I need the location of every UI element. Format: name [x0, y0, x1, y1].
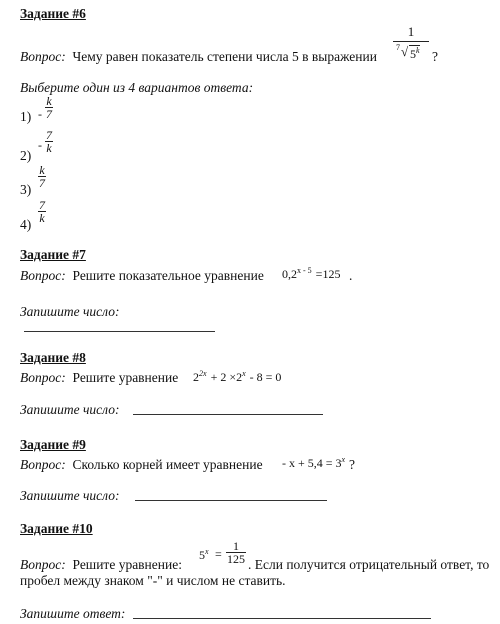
- option-fraction: $\frac{7}{k}$: [46, 128, 52, 155]
- task6-question: [20, 49, 377, 65]
- option-4[interactable]: [20, 198, 45, 233]
- option-fraction: $\frac{7}{k}$: [39, 198, 45, 225]
- task10-answer-field[interactable]: [133, 618, 431, 619]
- expr-denominator: [393, 42, 429, 62]
- radical-icon: √: [401, 44, 409, 59]
- question-text: Сколько корней имеет уравнение: [72, 457, 263, 472]
- option-2[interactable]: [20, 128, 52, 164]
- option-number: 3): [20, 182, 32, 197]
- question-label: Вопрос:: [20, 49, 66, 64]
- task10-question-line2: пробел между знаком "-" и числом не ставить.: [20, 573, 286, 588]
- task9-answer-field[interactable]: [135, 500, 327, 501]
- option-1[interactable]: [20, 94, 52, 125]
- option-sign: -: [38, 107, 42, 121]
- task8-header: Задание #8: [20, 350, 86, 365]
- task7-equation: $0,2^{x - 5} =125$: [282, 266, 341, 281]
- task9-question: [20, 457, 263, 473]
- task9-header: Задание #9: [20, 437, 86, 452]
- question-text: Решите уравнение: [72, 370, 179, 385]
- task10-header: Задание #10: [20, 521, 93, 536]
- option-fraction: $\frac{k}{7}$: [46, 94, 52, 121]
- option-number: 4): [20, 217, 32, 232]
- task9-equation-end: ?: [349, 457, 355, 472]
- task6-header: Задание #6: [20, 6, 86, 21]
- task9-answer-label: Запишите число:: [20, 488, 120, 503]
- expr-numerator: 1: [407, 24, 415, 39]
- task10-answer-label: Запишите ответ:: [20, 606, 126, 621]
- option-fraction: $\frac{k}{7}$: [39, 163, 45, 190]
- task6-question-end: ?: [432, 49, 438, 64]
- root-body: 5$^k$: [410, 46, 420, 61]
- option-3[interactable]: [20, 163, 45, 198]
- question-label: Вопрос:: [20, 370, 66, 385]
- task10-question: [20, 557, 182, 573]
- task7-header: Задание #7: [20, 247, 86, 262]
- question-label: Вопрос:: [20, 457, 66, 472]
- question-label: Вопрос:: [20, 268, 66, 283]
- question-text: Решите уравнение:: [72, 557, 182, 572]
- task7-question: [20, 268, 264, 284]
- task9-equation: - $x + 5,4 = 3^x$: [282, 455, 346, 470]
- option-sign: -: [38, 138, 42, 152]
- task8-answer-label: Запишите число:: [20, 402, 120, 417]
- task7-answer-field[interactable]: [24, 331, 215, 332]
- task6-choose-text: Выберите один из 4 вариантов ответа:: [20, 80, 254, 95]
- task8-question: [20, 370, 178, 386]
- option-number: 1): [20, 109, 32, 124]
- option-number: 2): [20, 148, 32, 163]
- task7-answer-label: Запишите число:: [20, 304, 120, 319]
- task8-equation: $2^{2x} + 2 \times 2^x - 8 = 0$: [193, 369, 282, 384]
- task6-expression: [393, 24, 429, 62]
- question-text: Чему равен показатель степени числа 5 в выражении: [72, 49, 377, 64]
- question-text: Решите показательное уравнение: [72, 268, 264, 283]
- question-label: Вопрос:: [20, 557, 66, 572]
- task7-equation-end: .: [349, 268, 353, 283]
- task8-answer-field[interactable]: [133, 414, 323, 415]
- task10-question-tail: . Если получится отрицательный ответ, то: [248, 557, 490, 572]
- root-index: 7: [396, 43, 400, 52]
